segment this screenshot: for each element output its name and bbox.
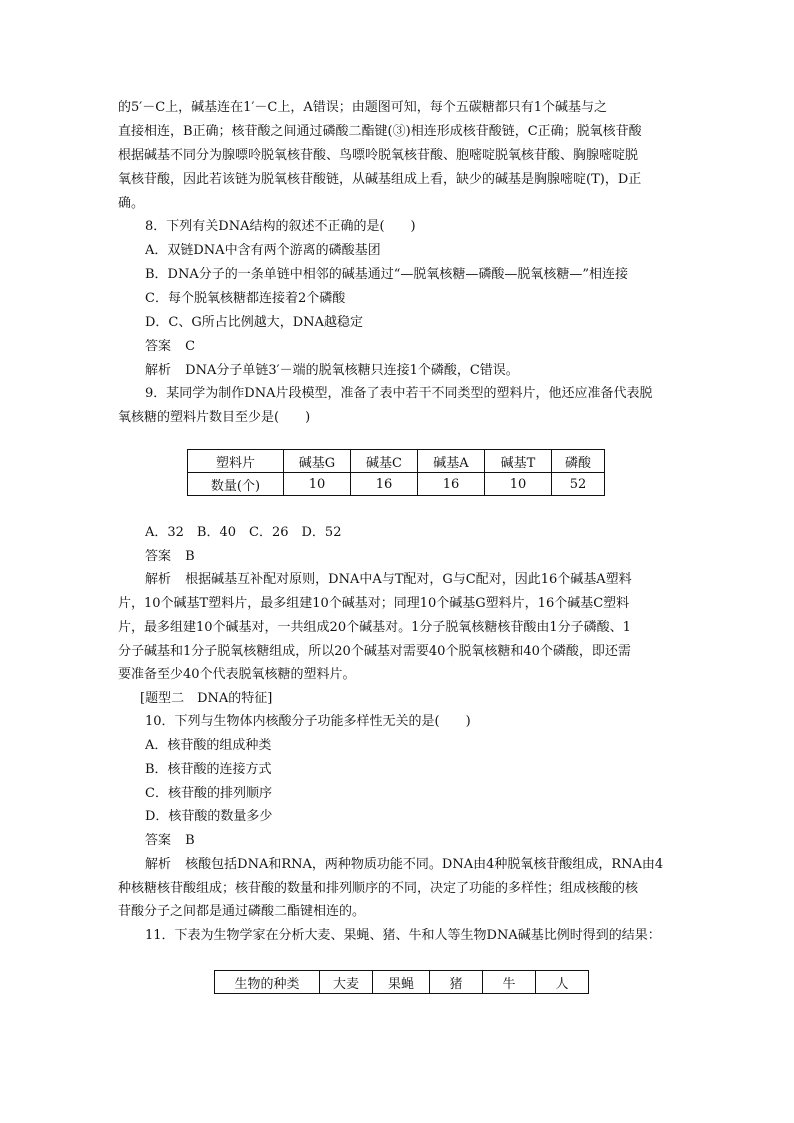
q8-explanation	[145, 363, 680, 379]
q8-option-a: A．双链DNA中含有两个游离的磷酸基团	[145, 243, 381, 258]
table-cell: 磷酸	[552, 450, 605, 473]
explanation-line: 分子碱基和1分子脱氧核糖组成，所以20个碱基对需要40个脱氧核糖和40个磷酸，即还需	[118, 644, 631, 659]
q9-explanation	[145, 572, 680, 588]
table-cell: 碱基C	[351, 450, 418, 473]
explain-label: 解析	[145, 857, 172, 872]
explanation-line: 片，10个碱基T塑料片，最多组建10个碱基对；同理10个碱基G塑料片，16个碱基C塑料	[118, 596, 630, 611]
table-cell: 52	[552, 473, 605, 496]
explanation-line: 种核糖核苷酸组成；核苷酸的数量和排列顺序的不同，决定了功能的多样性；组成核酸的核	[118, 881, 639, 896]
table-cell: 猪	[430, 971, 483, 994]
table-cell: 生物的种类	[215, 971, 320, 994]
table-cell: 人	[536, 971, 589, 994]
q10-answer	[145, 833, 680, 849]
q10-option-d: D．核苷酸的数量多少	[145, 809, 273, 824]
question-11-stem: 11．下表为生物学家在分析大麦、果蝇、猪、牛和人等生物DNA碱基比例时得到的结果：	[145, 928, 661, 943]
explain-text: DNA分子单链3′－端的脱氧核糖只连接1个磷酸，C错误。	[185, 363, 519, 378]
explain-label: 解析	[145, 572, 172, 587]
question-8-stem: 8．下列有关DNA结构的叙述不正确的是( )	[145, 219, 416, 234]
question-9-stem-cont: 氧核糖的塑料片数目至少是( )	[118, 410, 311, 425]
table-header-row	[215, 971, 589, 994]
explanation-line: 根据碱基不同分为腺嘌呤脱氧核苷酸、鸟嘌呤脱氧核苷酸、胞嘧啶脱氧核苷酸、胸腺嘧啶脱	[118, 148, 639, 163]
table-header-row	[188, 450, 605, 473]
table-cell: 碱基A	[418, 450, 485, 473]
explanation-line: 确。	[118, 196, 145, 211]
question-10-stem: 10．下列与生物体内核酸分子功能多样性无关的是( )	[145, 714, 471, 729]
explain-text: 核酸包括DNA和RNA，两种物质功能不同。DNA由4种脱氧核苷酸组成，RNA由4	[185, 857, 664, 872]
q8-answer	[145, 339, 680, 355]
table-cell: 16	[351, 473, 418, 496]
answer-label: 答案	[145, 339, 172, 354]
explanation-line: 片，最多组建10个碱基对，一共组成20个碱基对。1分子脱氧核糖核苷酸由1分子磷酸、1	[118, 620, 631, 635]
table-cell: 大麦	[320, 971, 373, 994]
table-row	[188, 473, 605, 496]
explanation-line: 直接相连，B正确；核苷酸之间通过磷酸二酯键(③)相连形成核苷酸链，C正确；脱氧核苷酸	[118, 124, 642, 139]
explain-label: 解析	[145, 363, 172, 378]
answer-value: B	[185, 833, 195, 848]
table-cell: 牛	[483, 971, 536, 994]
explanation-line: 苷酸分子之间都是通过磷酸二酯键相连的。	[118, 904, 366, 919]
q9-answer	[145, 549, 680, 565]
table-cell: 塑料片	[188, 450, 284, 473]
explanation-line: 要准备至少40个代表脱氧核糖的塑料片。	[118, 667, 356, 682]
q10-option-a: A．核苷酸的组成种类	[145, 738, 272, 753]
table-cell: 碱基T	[485, 450, 552, 473]
q11-table	[214, 970, 589, 994]
q8-option-d: D．C、G所占比例越大，DNA越稳定	[145, 315, 363, 330]
q8-option-c: C．每个脱氧核糖都连接着2个磷酸	[145, 291, 346, 306]
question-9-stem: 9．某同学为制作DNA片段模型，准备了表中若干不同类型的塑料片，他还应准备代表脱	[145, 386, 653, 401]
q10-option-c: C．核苷酸的排列顺序	[145, 786, 272, 801]
q10-option-b: B．核苷酸的连接方式	[145, 762, 272, 777]
table-cell: 果蝇	[373, 971, 430, 994]
answer-label: 答案	[145, 549, 172, 564]
q8-option-b: B．DNA分子的一条单链中相邻的碱基通过“—脱氧核糖—磷酸—脱氧核糖—”相连接	[145, 267, 629, 282]
table-cell: 16	[418, 473, 485, 496]
answer-value: B	[185, 549, 195, 564]
explain-text: 根据碱基互补配对原则，DNA中A与T配对，G与C配对，因此16个碱基A塑料	[185, 572, 632, 587]
table-cell: 数量(个)	[188, 473, 284, 496]
answer-label: 答案	[145, 833, 172, 848]
q9-table	[187, 449, 605, 496]
explanation-line: 的5′－C上，碱基连在1′－C上，A错误；由题图可知，每个五碳糖都只有1个碱基与之	[118, 100, 607, 115]
table-cell: 10	[284, 473, 351, 496]
table-cell: 碱基G	[284, 450, 351, 473]
section-heading: [题型二 DNA的特征]	[140, 691, 273, 706]
q10-explanation	[145, 857, 680, 873]
q9-options: A．32 B．40 C．26 D．52	[145, 525, 342, 540]
table-cell: 10	[485, 473, 552, 496]
explanation-line: 氧核苷酸，因此若该链为脱氧核苷酸链，从碱基组成上看，缺少的碱基是胸腺嘧啶(T)，D正	[118, 172, 642, 187]
answer-value: C	[185, 339, 196, 354]
